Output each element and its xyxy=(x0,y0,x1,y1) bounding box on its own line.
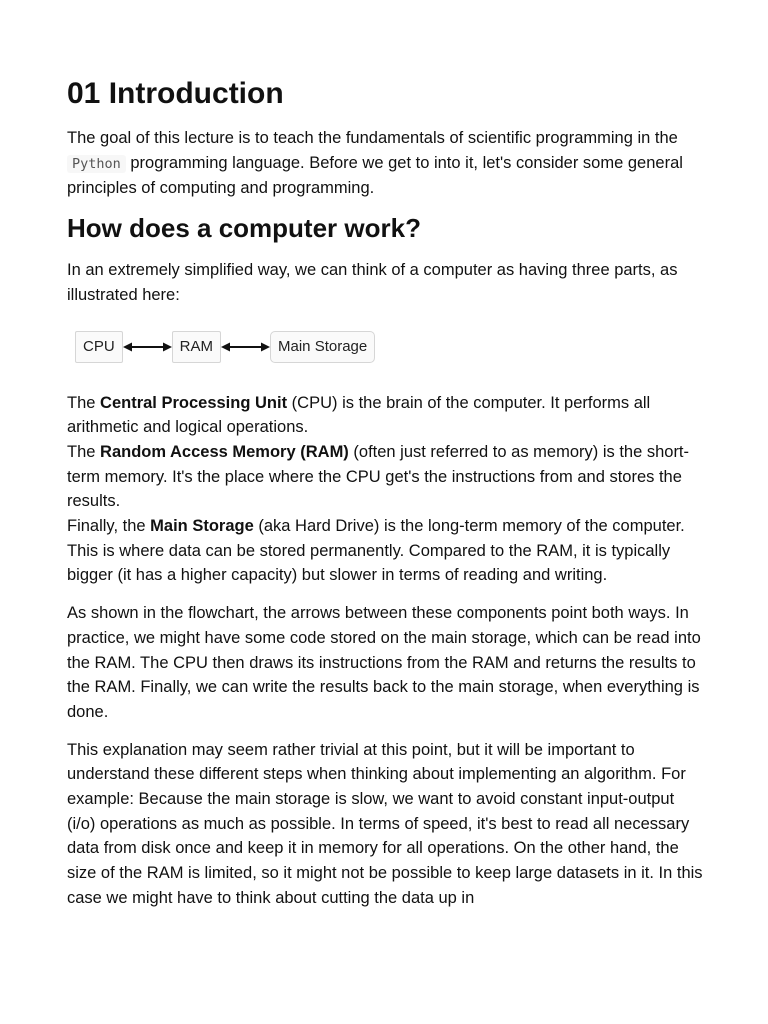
storage-term: Main Storage xyxy=(150,517,254,536)
ram-paragraph xyxy=(67,440,707,514)
inline-code-python: Python xyxy=(67,155,126,173)
section-heading: How does a computer work? xyxy=(67,213,421,244)
ram-post: (often just referred to as memory) is the short-term memory. It's the place where the CPU get's the instructions from and stores the results. xyxy=(67,442,690,511)
flowchart-node-main-storage: Main Storage xyxy=(270,331,375,363)
cpu-post: (CPU) is the brain of the computer. It performs all arithmetic and logical operations. xyxy=(67,393,651,437)
ram-pre: The xyxy=(67,442,101,461)
flowchart-node-ram: RAM xyxy=(172,331,221,363)
document-content xyxy=(67,74,707,911)
bidirectional-arrow-icon xyxy=(221,340,270,354)
algorithm-explanation-paragraph: This explanation may seem rather trivial at this point, but it will be important to understand these different steps when thinking about implementing an algorithm. For example: Because the main storage is slow, we want to avoid constant input-output (i/o) operations as much as possible. In terms of speed, it's best to read all necessary data from disk once and keep it in memory for all operations. On the other hand, the size of the RAM is limited, so it might not be possible to keep large datasets in it. In this case we might have to think about cutting the data up in xyxy=(67,740,703,907)
computer-flowchart xyxy=(75,330,707,364)
intro-text-start: The goal of this lecture is to teach the fundamentals of scientific programming in the xyxy=(67,129,678,147)
cpu-term: Central Processing Unit xyxy=(100,393,288,412)
storage-post: (aka Hard Drive) is the long-term memory of the computer. This is where data can be stored permanently. Compared to the RAM, it is typically bigger (it has a higher capacity) but slower in terms of reading and writing. xyxy=(67,517,685,585)
storage-paragraph xyxy=(67,514,707,588)
ram-term: Random Access Memory (RAM) xyxy=(100,442,349,461)
parts-paragraph: In an extremely simplified way, we can think of a computer as having three parts, as illustrated here: xyxy=(67,261,678,304)
page-title: 01 Introduction xyxy=(67,77,284,110)
cpu-pre: The xyxy=(67,393,101,412)
intro-text-end: programming language. Before we get to into it, let's consider some general principles of computing and programming. xyxy=(67,153,683,198)
components-description xyxy=(67,391,707,589)
cpu-paragraph xyxy=(67,391,707,440)
intro-paragraph xyxy=(67,126,707,201)
flowchart-node-cpu: CPU xyxy=(75,331,123,363)
flowchart-explanation-paragraph: As shown in the flowchart, the arrows between these components point both ways. In practice, we might have some code stored on the main storage, which can be read into the RAM. The CPU then draws its instructions from the RAM and returns the results to the RAM. Finally, we can write the results back to the main storage, when everything is done. xyxy=(67,604,701,721)
storage-pre: Finally, the xyxy=(67,517,151,536)
bidirectional-arrow-icon xyxy=(123,340,172,354)
